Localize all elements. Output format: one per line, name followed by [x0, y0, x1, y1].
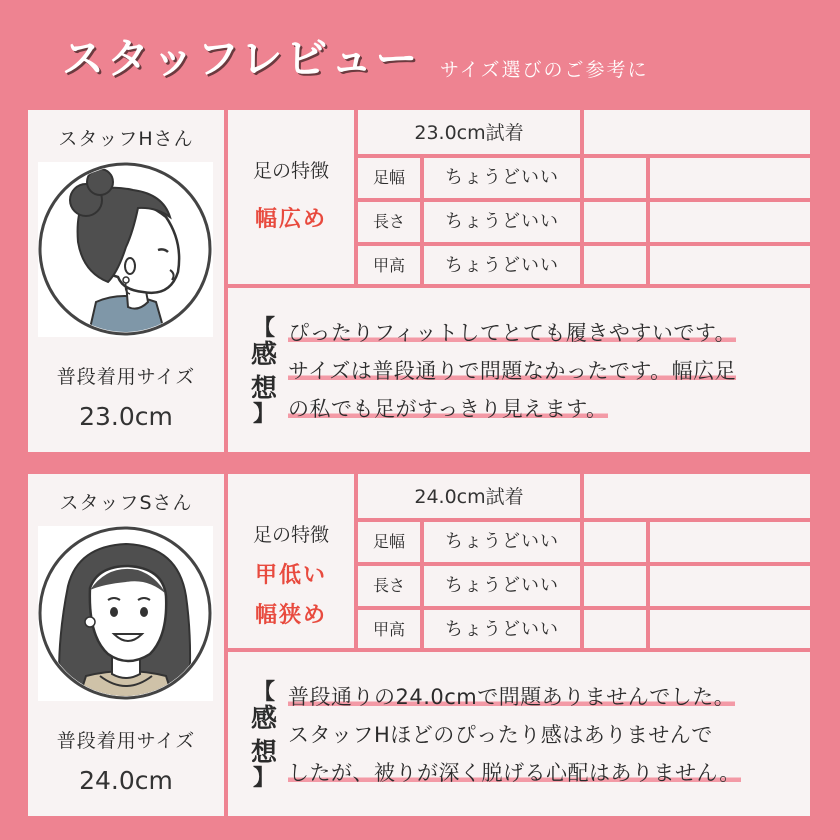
comment-text — [288, 314, 808, 428]
blank-cell — [584, 610, 646, 648]
fit-row-value: ちょうどいい — [424, 202, 580, 242]
page-subtitle: サイズ選びのご参考に — [440, 59, 649, 81]
fit-row-value: ちょうどいい — [424, 158, 580, 198]
comment-heading — [244, 680, 284, 791]
bracket-close: 】 — [252, 766, 275, 791]
blank-cell — [650, 522, 810, 562]
fit-row-label: 長さ — [358, 202, 420, 242]
comment-line: したが、被りが深く脱げる心配はありません。 — [288, 761, 741, 785]
foot-trait: 甲低い — [254, 563, 327, 588]
comment-text — [288, 678, 808, 792]
comment-line: 普段通りの24.0cmで問題ありませんでした。 — [288, 685, 736, 709]
page-title: スタッフレビュー — [62, 34, 421, 83]
comment-line: の私でも足がすっきり見えます。 — [288, 397, 608, 421]
staff-avatar — [38, 162, 213, 337]
trial-size: 24.0cm試着 — [358, 474, 580, 518]
foot-features — [228, 110, 354, 284]
trial-size: 23.0cm試着 — [358, 110, 580, 154]
comment-heading — [244, 316, 284, 427]
comment-heading-char: 感 — [250, 340, 277, 370]
blank-cell — [650, 202, 810, 242]
foot-features-label: 足の特徴 — [252, 524, 329, 546]
comment-line: ぴったりフィットしてとても履きやすいです。 — [288, 321, 737, 345]
staff-profile — [28, 110, 224, 452]
bracket-open: 【 — [252, 316, 275, 341]
usual-size-value: 23.0cm — [79, 402, 173, 431]
review-card — [28, 110, 810, 452]
usual-size-label: 普段着用サイズ — [56, 366, 196, 388]
foot-features-label: 足の特徴 — [252, 160, 329, 182]
usual-size-value: 24.0cm — [79, 766, 173, 795]
fit-row-label: 足幅 — [358, 522, 420, 562]
staff-name: スタッフHさん — [58, 128, 194, 150]
blank-cell — [584, 566, 646, 606]
comment-box — [228, 652, 810, 816]
staff-profile — [28, 474, 224, 816]
blank-cell — [584, 474, 810, 518]
blank-cell — [584, 110, 810, 154]
comment-heading-char: 想 — [250, 738, 277, 768]
staff-name: スタッフSさん — [59, 492, 193, 514]
fit-row-value: ちょうどいい — [424, 246, 580, 284]
blank-cell — [650, 158, 810, 198]
foot-features — [228, 474, 354, 648]
fit-row-label: 足幅 — [358, 158, 420, 198]
fit-row-value: ちょうどいい — [424, 610, 580, 648]
fit-row-label: 甲高 — [358, 246, 420, 284]
woman-bun-hair-icon — [38, 162, 213, 337]
usual-size-label: 普段着用サイズ — [56, 730, 196, 752]
blank-cell — [650, 566, 810, 606]
blank-cell — [584, 202, 646, 242]
bracket-close: 】 — [252, 402, 275, 427]
comment-box — [228, 288, 810, 452]
fit-row-label: 長さ — [358, 566, 420, 606]
foot-trait: 幅狭め — [254, 603, 327, 628]
comment-heading-char: 想 — [250, 374, 277, 404]
comment-heading-char: 感 — [250, 704, 277, 734]
staff-avatar — [38, 526, 213, 701]
foot-trait: 幅広め — [254, 207, 327, 232]
comment-line: サイズは普段通りで問題なかったです。幅広足 — [288, 359, 737, 383]
fit-row-value: ちょうどいい — [424, 522, 580, 562]
blank-cell — [584, 158, 646, 198]
bracket-open: 【 — [252, 680, 275, 705]
blank-cell — [584, 246, 646, 284]
blank-cell — [584, 522, 646, 562]
fit-row-label: 甲高 — [358, 610, 420, 648]
blank-cell — [650, 246, 810, 284]
blank-cell — [650, 610, 810, 648]
comment-line: スタッフHほどのぴったり感はありませんで — [288, 723, 713, 747]
review-card — [28, 474, 810, 816]
fit-row-value: ちょうどいい — [424, 566, 580, 606]
woman-long-hair-icon — [38, 526, 213, 701]
